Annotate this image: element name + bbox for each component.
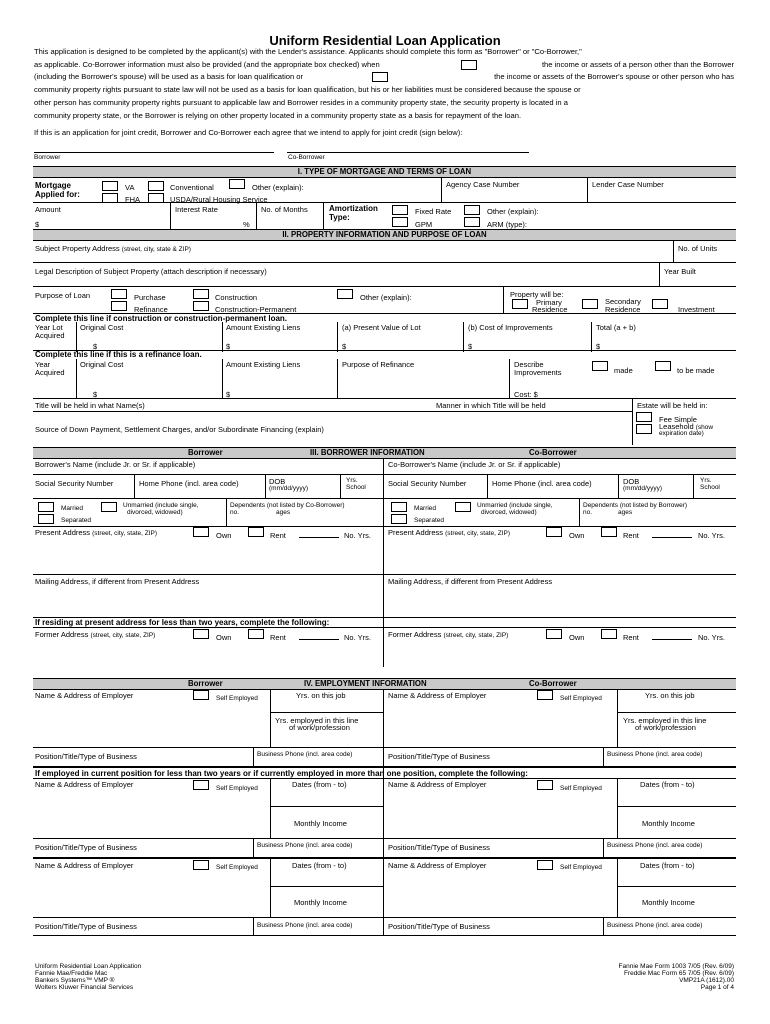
section-2-title: II. PROPERTY INFORMATION AND PURPOSE OF LOAN bbox=[282, 230, 487, 239]
borrower-yrs-on-job-label: Yrs. on this job bbox=[296, 691, 346, 700]
lender-case-number-label: Lender Case Number bbox=[592, 180, 664, 189]
agency-case-number-label: Agency Case Number bbox=[446, 180, 520, 189]
borrower-position-3-label: Position/Title/Type of Business bbox=[35, 922, 137, 931]
coborrower-employer-label: Name & Address of Employer bbox=[388, 691, 487, 700]
secondary-label: Secondary bbox=[605, 297, 641, 306]
coborrower-mailing-address-label: Mailing Address, if different from Present Address bbox=[388, 577, 553, 586]
borrower-own-checkbox[interactable] bbox=[193, 527, 209, 537]
borrower-name-label: Borrower's Name (include Jr. or Sr. if applicable) bbox=[35, 460, 196, 469]
coborrower-self-employed-checkbox[interactable] bbox=[537, 690, 553, 700]
coborrower-yrs-label: Yrs. bbox=[700, 477, 712, 484]
construction-checkbox[interactable] bbox=[193, 289, 209, 299]
borrower-former-own-checkbox[interactable] bbox=[193, 629, 209, 639]
other-purpose-label: Other (explain): bbox=[360, 293, 412, 302]
address-label-text: Subject Property Address bbox=[35, 244, 120, 253]
borrower-former-rent-checkbox[interactable] bbox=[248, 629, 264, 639]
secondary-residence-checkbox[interactable] bbox=[582, 299, 598, 309]
borrower-self-employed-2-checkbox[interactable] bbox=[193, 780, 209, 790]
coborrower-self-employed-2-label: Self Employed bbox=[560, 785, 602, 792]
coborrower-unmarried-sub: divorced, widowed) bbox=[481, 509, 537, 516]
months-label: No. of Months bbox=[261, 205, 308, 214]
coborrower-married-label: Married bbox=[414, 505, 437, 512]
coborrower-position-2-label: Position/Title/Type of Business bbox=[388, 843, 490, 852]
coborrower-signature-line[interactable] bbox=[287, 152, 529, 153]
coborrower-former-address-label bbox=[388, 630, 508, 640]
other-amortization-label: Other (explain): bbox=[487, 207, 539, 216]
refi-original-cost-dollar: $ bbox=[93, 390, 98, 399]
improvements-to-be-made-checkbox[interactable] bbox=[655, 361, 671, 371]
existing-liens-dollar: $ bbox=[226, 342, 231, 351]
borrower-ssn-label: Social Security Number bbox=[35, 479, 114, 488]
coborrower-former-own-checkbox[interactable] bbox=[546, 629, 562, 639]
va-label: VA bbox=[125, 183, 135, 192]
borrower-dependents-no: no. bbox=[230, 509, 240, 516]
intro-line: (including the Borrower's spouse) will be used as a basis for loan qualification or bbox=[34, 72, 304, 82]
improvements-made-checkbox[interactable] bbox=[592, 361, 608, 371]
coborrower-unmarried-label: Unmarried (include single, bbox=[477, 502, 553, 509]
mortgage-label: Mortgage bbox=[35, 181, 71, 190]
year-lot-acquired-label: Acquired bbox=[35, 331, 65, 340]
section-4-header bbox=[33, 678, 736, 690]
borrower-mailing-address-label: Mailing Address, if different from Present Address bbox=[35, 577, 200, 586]
conventional-checkbox[interactable] bbox=[148, 181, 164, 191]
leasehold-show-text: (show bbox=[695, 424, 714, 431]
purpose-of-loan-label: Purpose of Loan bbox=[35, 291, 91, 300]
coborrower-position-3-label: Position/Title/Type of Business bbox=[388, 922, 490, 931]
intro-line: other person has community property rights pursuant to applicable law and Borrower resides in a community property state, the security property is located in a bbox=[34, 97, 568, 107]
fixed-rate-checkbox[interactable] bbox=[392, 205, 408, 215]
borrower-dependents-ages: ages bbox=[276, 509, 291, 516]
borrower-former-rent-label: Rent bbox=[270, 633, 286, 642]
borrower-separated-checkbox[interactable] bbox=[38, 514, 54, 524]
intro-line: community property rights pursuant to state law will not be used as a basis for loan qualification, but his or her liabilities must be considered because the spouse or bbox=[34, 85, 581, 95]
coborrower-monthly-income-3-label: Monthly Income bbox=[642, 898, 695, 907]
coborrower-dependents-ages: ages bbox=[618, 509, 633, 516]
intro-line: community property state, or the Borrower is relying on other property located in a community property state as a basis for repayment of the loan. bbox=[34, 110, 522, 120]
coborrower-business-phone-label: Business Phone (incl. area code) bbox=[607, 751, 703, 758]
coborrower-dob-format: (mm/dd/yyyy) bbox=[623, 485, 662, 492]
borrower-self-employed-3-label: Self Employed bbox=[216, 864, 258, 871]
other-amortization-checkbox[interactable] bbox=[464, 205, 480, 215]
section-3-borrower-label: Borrower bbox=[188, 448, 223, 457]
coborrower-years-label: No. Yrs. bbox=[698, 531, 725, 540]
coborrower-self-employed-label: Self Employed bbox=[560, 695, 602, 702]
refinance-line-heading: Complete this line if this is a refinance loan. bbox=[35, 350, 202, 359]
borrower-signature-label: Borrower bbox=[34, 154, 61, 161]
footer-page-number: Page 1 of 4 bbox=[700, 984, 734, 991]
intro-paragraph bbox=[34, 46, 734, 122]
footer-wolters-kluwer: Wolters Kluwer Financial Services bbox=[35, 984, 134, 991]
usda-label: USDA/Rural Housing Service bbox=[170, 195, 268, 204]
coborrower-home-phone-label: Home Phone (incl. area code) bbox=[492, 479, 592, 488]
fee-simple-checkbox[interactable] bbox=[636, 412, 652, 422]
fixed-rate-label: Fixed Rate bbox=[415, 207, 452, 216]
arm-checkbox[interactable] bbox=[464, 217, 480, 227]
coborrower-name-label: Co-Borrower's Name (include Jr. or Sr. if applicable) bbox=[388, 460, 561, 469]
borrower-business-phone-label: Business Phone (incl. area code) bbox=[257, 751, 353, 758]
construction-permanent-checkbox[interactable] bbox=[193, 301, 209, 311]
footer-freddie-form: Freddie Mac Form 65 7/05 (Rev. 6/09) bbox=[623, 970, 734, 977]
borrower-married-label: Married bbox=[61, 505, 84, 512]
fha-label: FHA bbox=[125, 195, 140, 204]
investment-checkbox[interactable] bbox=[652, 299, 668, 309]
borrower-monthly-income-2-label: Monthly Income bbox=[294, 819, 347, 828]
to-be-made-label: to be made bbox=[677, 366, 715, 375]
section-4-borrower-label: Borrower bbox=[188, 679, 223, 688]
primary-residence-checkbox[interactable] bbox=[512, 299, 528, 309]
coborrower-present-address-label bbox=[388, 528, 510, 538]
borrower-rent-checkbox[interactable] bbox=[248, 527, 264, 537]
refinance-checkbox[interactable] bbox=[111, 301, 127, 311]
coborrower-former-rent-checkbox[interactable] bbox=[601, 629, 617, 639]
investment-label: Investment bbox=[678, 305, 715, 314]
coborrower-dependents-label: Dependents (not listed by Borrower) bbox=[583, 502, 688, 509]
section-2-header bbox=[33, 229, 736, 241]
refi-existing-liens-dollar: $ bbox=[226, 390, 231, 399]
present-value-label: (a) Present Value of Lot bbox=[342, 323, 421, 332]
manner-title-label: Manner in which Title will be held bbox=[436, 401, 546, 410]
construction-permanent-label: Construction-Permanent bbox=[215, 305, 297, 314]
secondary-residence-label: Residence bbox=[605, 305, 641, 314]
coborrower-rent-checkbox[interactable] bbox=[601, 527, 617, 537]
footer-bankers-systems: Bankers Systems™ VMP ® bbox=[35, 977, 115, 984]
cost-label: Cost: $ bbox=[514, 390, 538, 399]
primary-label: Primary bbox=[536, 298, 562, 307]
year-lot-label: Year Lot bbox=[35, 323, 63, 332]
section-4-title: IV. EMPLOYMENT INFORMATION bbox=[304, 679, 427, 688]
borrower-dates-2-label: Dates (from - to) bbox=[292, 780, 347, 789]
applied-for-label: Applied for: bbox=[35, 190, 80, 199]
purchase-checkbox[interactable] bbox=[111, 289, 127, 299]
borrower-self-employed-label: Self Employed bbox=[216, 695, 258, 702]
former-address-text: Former Address bbox=[35, 630, 89, 639]
number-of-units-label: No. of Units bbox=[678, 244, 718, 253]
total-label: Total (a + b) bbox=[596, 323, 636, 332]
coborrower-school-label: School bbox=[700, 484, 720, 491]
borrower-employer-3-label: Name & Address of Employer bbox=[35, 861, 134, 870]
co-present-address-sub: (street, city, state, ZIP) bbox=[445, 530, 511, 537]
coborrower-self-employed-2-checkbox[interactable] bbox=[537, 780, 553, 790]
borrower-present-address-label bbox=[35, 528, 157, 538]
refinance-label: Refinance bbox=[134, 305, 168, 314]
co-present-address-text: Present Address bbox=[388, 528, 444, 537]
coborrower-employer-3-label: Name & Address of Employer bbox=[388, 861, 487, 870]
borrower-self-employed-2-label: Self Employed bbox=[216, 785, 258, 792]
coborrower-unmarried-checkbox[interactable] bbox=[455, 502, 471, 512]
amount-label: Amount bbox=[35, 205, 61, 214]
borrower-monthly-income-3-label: Monthly Income bbox=[294, 898, 347, 907]
coborrower-dates-2-label: Dates (from - to) bbox=[640, 780, 695, 789]
cost-improvements-dollar: $ bbox=[468, 342, 473, 351]
borrower-unmarried-sub: divorced, widowed) bbox=[127, 509, 183, 516]
coborrower-dob-label: DOB bbox=[623, 477, 640, 486]
borrower-former-address-label bbox=[35, 630, 155, 640]
coborrower-self-employed-3-checkbox[interactable] bbox=[537, 860, 553, 870]
borrower-former-own-label: Own bbox=[216, 633, 232, 642]
borrower-unmarried-checkbox[interactable] bbox=[101, 502, 117, 512]
acquired-label: Acquired bbox=[35, 368, 65, 377]
intro-line: the income or assets of the Borrower's spouse or other person who has bbox=[494, 72, 734, 82]
refi-original-cost-label: Original Cost bbox=[80, 360, 124, 369]
existing-liens-label: Amount Existing Liens bbox=[226, 323, 301, 332]
year-label: Year bbox=[35, 360, 51, 369]
coborrower-dependents-no: no. bbox=[583, 509, 593, 516]
coborrower-dates-3-label: Dates (from - to) bbox=[640, 861, 695, 870]
original-cost-label: Original Cost bbox=[80, 323, 124, 332]
footer-vmp-code: VMP21A (1612).00 bbox=[679, 977, 734, 984]
conventional-label: Conventional bbox=[170, 183, 214, 192]
cost-improvements-label: (b) Cost of Improvements bbox=[468, 323, 553, 332]
primary-residence-label: Residence bbox=[532, 305, 568, 314]
coborrower-ssn-label: Social Security Number bbox=[388, 479, 467, 488]
coborrower-married-checkbox[interactable] bbox=[391, 502, 407, 512]
other-purpose-checkbox[interactable] bbox=[337, 289, 353, 299]
improvements-label: Improvements bbox=[514, 368, 562, 377]
amount-dollar: $ bbox=[35, 220, 40, 229]
original-cost-dollar: $ bbox=[93, 342, 98, 351]
present-value-dollar: $ bbox=[342, 342, 347, 351]
form-title: Uniform Residential Loan Application bbox=[269, 33, 501, 48]
fee-simple-label: Fee Simple bbox=[659, 415, 697, 424]
borrower-former-years-label: No. Yrs. bbox=[344, 633, 371, 642]
co-former-address-sub: (street, city, state, ZIP) bbox=[443, 632, 509, 639]
section-4-coborrower-label: Co-Borrower bbox=[529, 679, 577, 688]
property-will-be-label: Property will be: bbox=[510, 290, 564, 299]
coborrower-former-own-label: Own bbox=[569, 633, 585, 642]
arm-label: ARM (type): bbox=[487, 220, 528, 229]
section-3-coborrower-label: Co-Borrower bbox=[529, 448, 577, 457]
present-address-text: Present Address bbox=[35, 528, 91, 537]
estate-held-label: Estate will be held in: bbox=[637, 401, 708, 410]
borrower-position-label: Position/Title/Type of Business bbox=[35, 752, 137, 761]
coborrower-position-label: Position/Title/Type of Business bbox=[388, 752, 490, 761]
borrower-signature-line[interactable] bbox=[34, 152, 274, 153]
other-mortgage-label: Other (explain): bbox=[252, 183, 304, 192]
borrower-self-employed-3-checkbox[interactable] bbox=[193, 860, 209, 870]
coborrower-info-checkbox[interactable] bbox=[461, 60, 477, 70]
amortization-type-label: Type: bbox=[329, 213, 350, 222]
expiration-date-label: expiration date) bbox=[659, 430, 704, 437]
coborrower-own-checkbox[interactable] bbox=[546, 527, 562, 537]
other-mortgage-checkbox[interactable] bbox=[229, 179, 245, 189]
coborrower-employer-2-label: Name & Address of Employer bbox=[388, 780, 487, 789]
borrower-dates-3-label: Dates (from - to) bbox=[292, 861, 347, 870]
describe-label: Describe bbox=[514, 360, 544, 369]
purpose-of-refinance-label: Purpose of Refinance bbox=[342, 360, 415, 369]
if-employed-heading: If employed in current position for less than two years or if currently employed in more than one position, complete the following: bbox=[35, 769, 528, 778]
coborrower-business-phone-3-label: Business Phone (incl. area code) bbox=[607, 922, 703, 929]
coborrower-rent-label: Rent bbox=[623, 531, 639, 540]
borrower-home-phone-label: Home Phone (incl. area code) bbox=[139, 479, 239, 488]
intro-line: as applicable. Co-Borrower information must also be provided (and the appropriate box checked) when bbox=[34, 59, 380, 69]
borrower-dob-format: (mm/dd/yyyy) bbox=[269, 485, 308, 492]
subject-property-address-label bbox=[35, 244, 191, 254]
construction-label: Construction bbox=[215, 293, 258, 302]
source-down-payment-label: Source of Down Payment, Settlement Charges, and/or Subordinate Financing (explain) bbox=[35, 425, 324, 434]
total-dollar: $ bbox=[596, 342, 601, 351]
va-checkbox[interactable] bbox=[102, 181, 118, 191]
coborrower-yrs-employed-label: Yrs. employed in this line bbox=[623, 716, 707, 725]
borrower-yrs-employed-label: Yrs. employed in this line bbox=[275, 716, 359, 725]
footer-form-name: Uniform Residential Loan Application bbox=[35, 963, 142, 970]
refi-existing-liens-label: Amount Existing Liens bbox=[226, 360, 301, 369]
borrower-business-phone-2-label: Business Phone (incl. area code) bbox=[257, 842, 353, 849]
amortization-label: Amortization bbox=[329, 204, 378, 213]
section-1-title: I. TYPE OF MORTGAGE AND TERMS OF LOAN bbox=[297, 167, 472, 176]
interest-rate-percent: % bbox=[243, 220, 250, 229]
coborrower-self-employed-3-label: Self Employed bbox=[560, 864, 602, 871]
borrower-self-employed-checkbox[interactable] bbox=[193, 690, 209, 700]
intro-line: the income or assets of a person other than the Borrower bbox=[541, 59, 734, 69]
borrower-rent-label: Rent bbox=[270, 531, 286, 540]
borrower-married-checkbox[interactable] bbox=[38, 502, 54, 512]
address-sublabel: (street, city, state & ZIP) bbox=[121, 246, 191, 253]
borrower-dependents-label: Dependents (not listed by Co-Borrower) bbox=[230, 502, 345, 509]
joint-credit-text: If this is an application for joint credit, Borrower and Co-Borrower each agree that we intend to apply for joint credit (sign below): bbox=[34, 128, 463, 137]
leasehold-checkbox[interactable] bbox=[636, 424, 652, 434]
borrower-employer-2-label: Name & Address of Employer bbox=[35, 780, 134, 789]
title-held-label: Title will be held in what Name(s) bbox=[35, 401, 145, 410]
gpm-checkbox[interactable] bbox=[392, 217, 408, 227]
purchase-label: Purchase bbox=[134, 293, 166, 302]
construction-line-heading: Complete this line if construction or construction-permanent loan. bbox=[35, 314, 288, 323]
borrower-years-label: No. Yrs. bbox=[344, 531, 371, 540]
residing-heading: If residing at present address for less than two years, complete the following: bbox=[35, 618, 330, 627]
borrower-school-label: School bbox=[346, 484, 366, 491]
coborrower-former-years-label: No. Yrs. bbox=[698, 633, 725, 642]
section-3-title: III. BORROWER INFORMATION bbox=[310, 448, 425, 457]
spouse-income-checkbox[interactable] bbox=[372, 72, 388, 82]
borrower-yrs-label: Yrs. bbox=[346, 477, 358, 484]
legal-description-label: Legal Description of Subject Property (attach description if necessary) bbox=[35, 267, 267, 276]
coborrower-former-rent-label: Rent bbox=[623, 633, 639, 642]
intro-line: This application is designed to be completed by the applicant(s) with the Lender's assistance. Applicants should complete this form as "Borrower" or "Co-Borrower," bbox=[34, 47, 582, 56]
borrower-business-phone-3-label: Business Phone (incl. area code) bbox=[257, 922, 353, 929]
footer-fannie-freddie: Fannie Mae/Freddie Mac bbox=[35, 970, 108, 977]
footer-fannie-form: Fannie Mae Form 1003 7/05 (Rev. 6/09) bbox=[618, 963, 734, 970]
leasehold-text: Leasehold bbox=[659, 422, 694, 431]
coborrower-separated-label: Separated bbox=[414, 517, 444, 524]
coborrower-own-label: Own bbox=[569, 531, 585, 540]
coborrower-monthly-income-2-label: Monthly Income bbox=[642, 819, 695, 828]
borrower-employer-label: Name & Address of Employer bbox=[35, 691, 134, 700]
present-address-sub: (street, city, state, ZIP) bbox=[92, 530, 158, 537]
coborrower-business-phone-2-label: Business Phone (incl. area code) bbox=[607, 842, 703, 849]
borrower-yrs-employed-sub: of work/profession bbox=[289, 723, 350, 732]
gpm-label: GPM bbox=[415, 220, 433, 229]
coborrower-yrs-employed-sub: of work/profession bbox=[635, 723, 696, 732]
borrower-separated-label: Separated bbox=[61, 517, 91, 524]
interest-rate-label: Interest Rate bbox=[175, 205, 218, 214]
section-1-header bbox=[33, 166, 736, 178]
borrower-dob-label: DOB bbox=[269, 477, 286, 486]
co-former-address-text: Former Address bbox=[388, 630, 442, 639]
borrower-unmarried-label: Unmarried (include single, bbox=[123, 502, 199, 509]
coborrower-signature-label: Co-Borrower bbox=[288, 154, 325, 161]
borrower-position-2-label: Position/Title/Type of Business bbox=[35, 843, 137, 852]
coborrower-yrs-on-job-label: Yrs. on this job bbox=[645, 691, 695, 700]
former-address-sub: (street, city, state, ZIP) bbox=[90, 632, 156, 639]
section-3-header bbox=[33, 447, 736, 459]
borrower-own-label: Own bbox=[216, 531, 232, 540]
made-label: made bbox=[614, 366, 633, 375]
year-built-label: Year Built bbox=[664, 267, 696, 276]
coborrower-separated-checkbox[interactable] bbox=[391, 514, 407, 524]
